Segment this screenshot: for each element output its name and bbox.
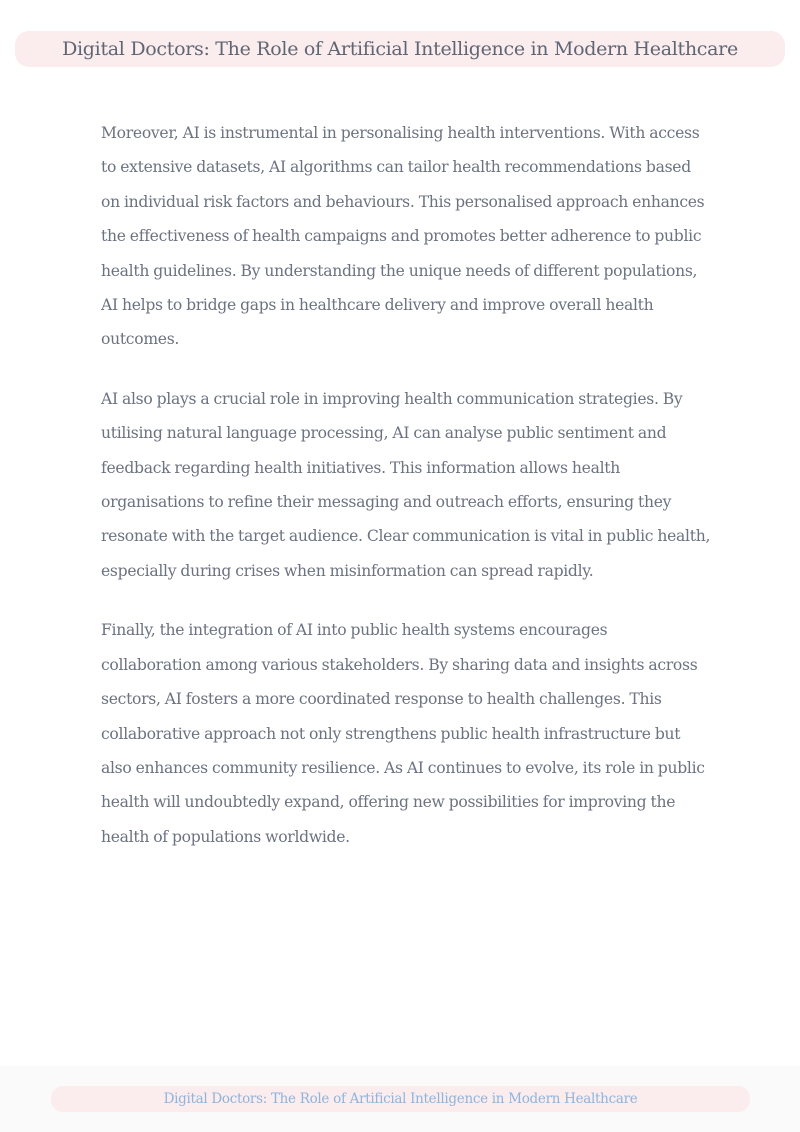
- paragraph-3: Finally, the integration of AI into public health systems encourages collaboration among various stakeholders. By sharing data and insights across sectors, AI fosters a more coordinated response to health challenges. This collaborative approach not only strengthens public health infrastructure but also enhances community resilience. As AI continues to evolve, its role in public health will undoubtedly expand, offering new possibilities for improving the health of populations worldwide.: [101, 621, 705, 846]
- header-title: Digital Doctors: The Role of Artificial Intelligence in Modern Healthcare: [62, 38, 738, 60]
- paragraph-1: Moreover, AI is instrumental in personalising health interventions. With access to extensive datasets, AI algorithms can tailor health recommendations based on individual risk factors and behaviours. This personalised approach enhances the effectiveness of health campaigns and promotes better adherence to public health guidelines. By understanding the unique needs of different populations, AI helps to bridge gaps in healthcare delivery and improve overall health outcomes.: [101, 124, 705, 349]
- footer-title: Digital Doctors: The Role of Artificial Intelligence in Modern Healthcare: [163, 1091, 638, 1107]
- article-body: [101, 116, 711, 879]
- page-footer: [51, 1086, 750, 1112]
- page-header: [15, 31, 785, 67]
- paragraph-2: AI also plays a crucial role in improving health communication strategies. By utilising natural language processing, AI can analyse public sentiment and feedback regarding health initiatives. This information allows health organisations to refine their messaging and outreach efforts, ensuring they resonate with the target audience. Clear communication is vital in public health, especially during crises when misinformation can spread rapidly.: [101, 389, 711, 580]
